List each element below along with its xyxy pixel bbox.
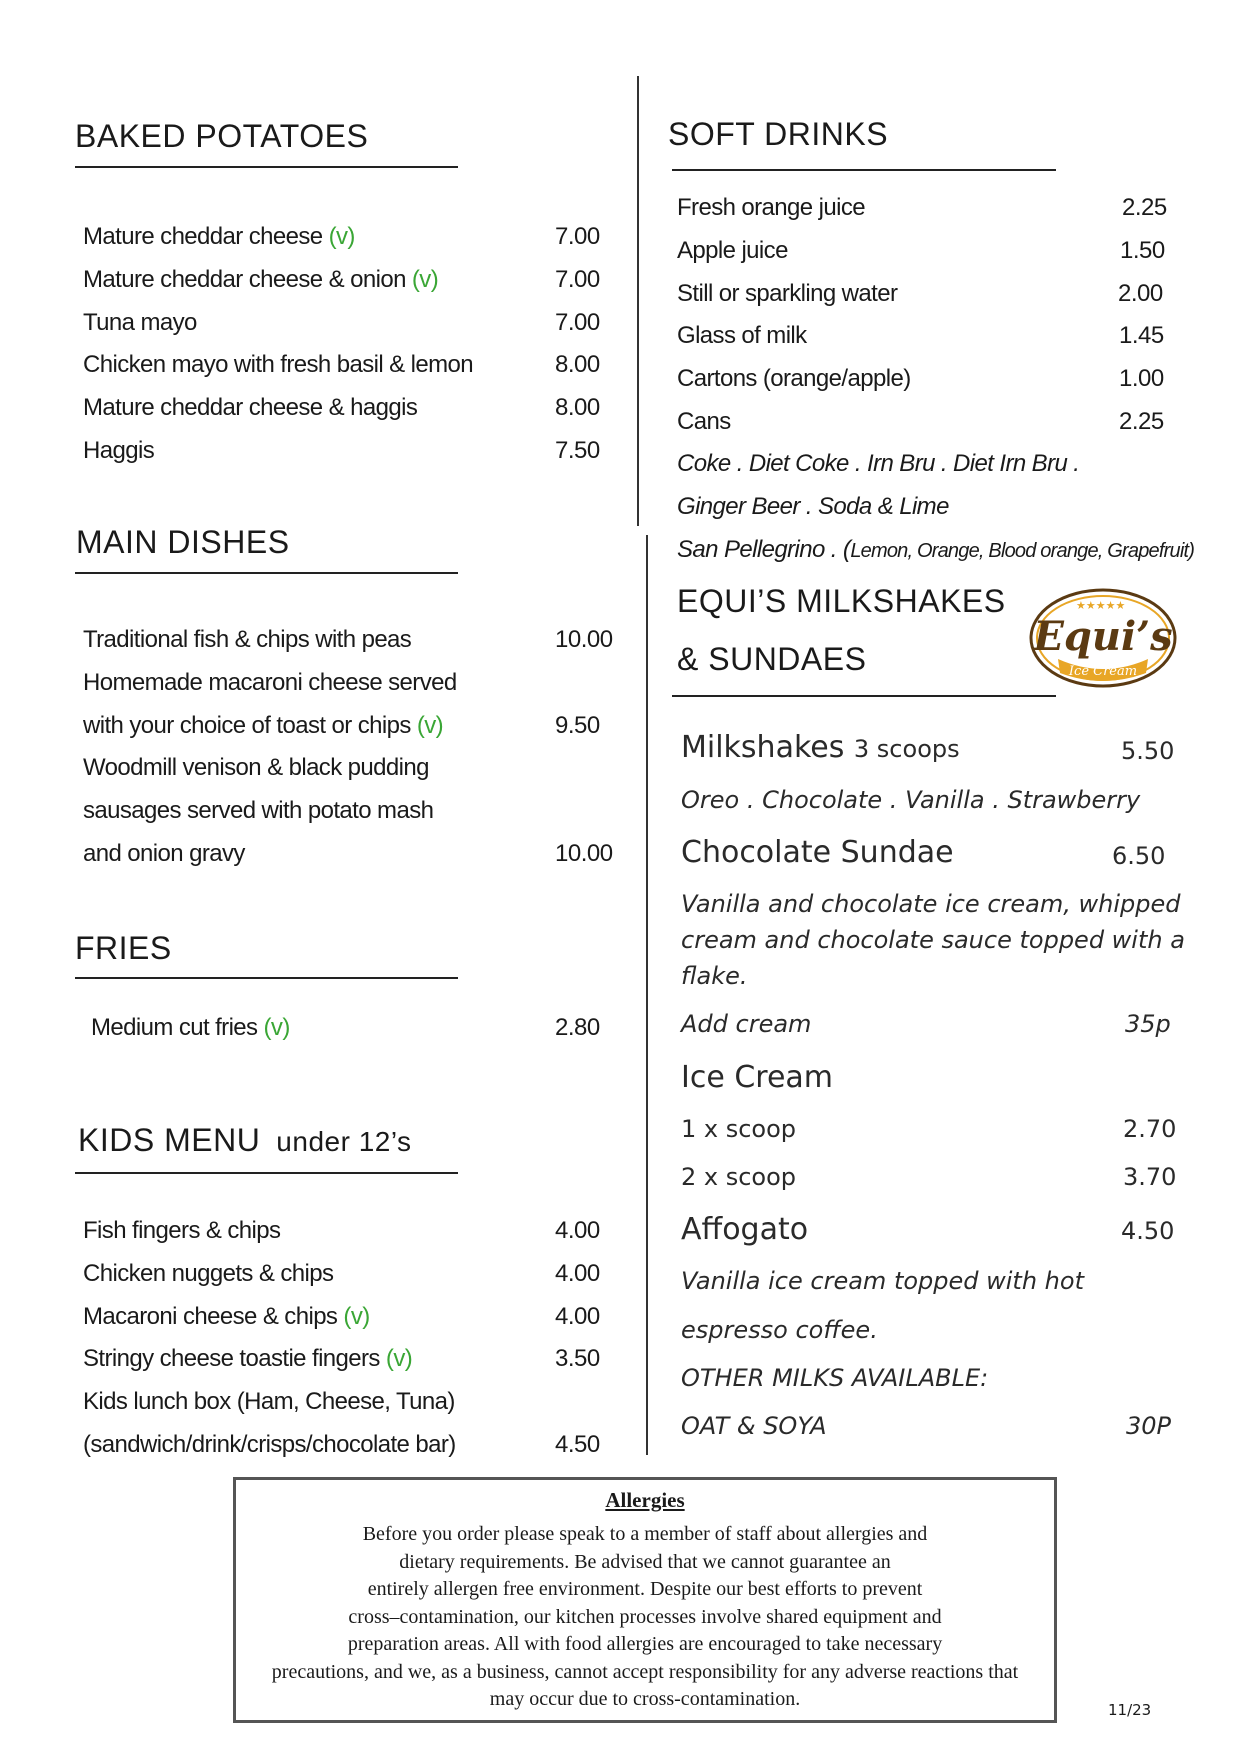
svg-text:★★★★★: ★★★★★ [1076, 599, 1126, 612]
allergies-notice [233, 1477, 1057, 1723]
item-price: 35p [1125, 1010, 1171, 1038]
allergies-line: preparation areas. All with food allergies are encouraged to take necessary [347, 1633, 943, 1655]
milkshakes-heading: Milkshakes 3 scoops [681, 730, 960, 765]
item-price: 2.80 [555, 1014, 600, 1041]
item-price: 4.50 [555, 1431, 600, 1458]
column-divider-upper [637, 76, 639, 526]
list-item: Traditional fish & chips with peas [83, 626, 412, 653]
sundae-heading: Chocolate Sundae [681, 835, 954, 870]
ice-cream-heading: Ice Cream [681, 1060, 834, 1095]
list-item: Tuna mayo [83, 309, 197, 336]
item-price: 4.00 [555, 1217, 600, 1244]
kids-menu-subtitle: under 12’s [276, 1126, 412, 1157]
affogato-description: espresso coffee. [681, 1316, 878, 1344]
sundae-description: flake. [681, 962, 748, 990]
item-price: 5.50 [1121, 737, 1175, 765]
list-item: Mature cheddar cheese & haggis [83, 394, 418, 421]
fries-title: FRIES [75, 930, 172, 966]
sundae-description: Vanilla and chocolate ice cream, whipped [681, 890, 1181, 918]
kids-menu-rule [75, 1172, 458, 1174]
item-price: 4.00 [555, 1260, 600, 1287]
item-price: 1.50 [1120, 237, 1165, 264]
soft-drinks-title: SOFT DRINKS [668, 116, 889, 152]
list-item: Homemade macaroni cheese served [83, 669, 457, 696]
item-price: 2.25 [1119, 408, 1164, 435]
item-price: 7.00 [555, 223, 600, 250]
item-price: 3.70 [1123, 1163, 1177, 1191]
equis-logo [1028, 587, 1178, 689]
version-code: 11/23 [1108, 1701, 1152, 1719]
item-price: 8.00 [555, 351, 600, 378]
column-divider-lower [646, 535, 648, 1455]
list-item: Haggis [83, 437, 155, 464]
list-item: Woodmill venison & black pudding [83, 754, 429, 781]
list-item: 1 x scoop [681, 1115, 797, 1143]
oat-soya-label: OAT & SOYA [681, 1412, 827, 1440]
item-price: 1.00 [1119, 365, 1164, 392]
list-item: Fish fingers & chips [83, 1217, 281, 1244]
item-price: 2.70 [1123, 1115, 1177, 1143]
list-item: Chicken mayo with fresh basil & lemon [83, 351, 473, 378]
list-item: Cartons (orange/apple) [677, 365, 911, 392]
item-price: 9.50 [555, 712, 600, 739]
list-item-continuation: and onion gravy [83, 840, 245, 867]
list-item: Glass of milk [677, 322, 807, 349]
list-item: Medium cut fries (v) [91, 1014, 290, 1041]
item-price: 7.50 [555, 437, 600, 464]
milkshakes-title-line1: EQUI’S MILKSHAKES [677, 583, 1006, 619]
list-item: Apple juice [677, 237, 788, 264]
affogato-description: Vanilla ice cream topped with hot [681, 1267, 1084, 1295]
list-item: Kids lunch box (Ham, Cheese, Tuna) [83, 1388, 455, 1415]
fries-rule [75, 977, 458, 979]
item-price: 3.50 [555, 1345, 600, 1372]
sundae-description: cream and chocolate sauce topped with a [681, 926, 1185, 954]
logo-subtitle: Ice Cream [1068, 664, 1138, 679]
list-item: Cans [677, 408, 731, 435]
san-pellegrino-line: San Pellegrino . (Lemon, Orange, Blood orange, Grapefruit) [677, 536, 1195, 563]
item-price: 30P [1126, 1412, 1172, 1440]
list-item: Fresh orange juice [677, 194, 865, 221]
list-item: Macaroni cheese & chips (v) [83, 1303, 370, 1330]
item-price: 7.00 [555, 266, 600, 293]
add-cream-label: Add cream [681, 1010, 812, 1038]
item-price: 1.45 [1119, 322, 1164, 349]
list-item-continuation: (sandwich/drink/crisps/chocolate bar) [83, 1431, 456, 1458]
item-price: 2.25 [1122, 194, 1167, 221]
allergies-line: Before you order please speak to a member of staff about allergies and [362, 1523, 928, 1545]
allergies-line: precautions, and we, as a business, cannot accept responsibility for any adverse reactions that [271, 1660, 1019, 1683]
milkshakes-title-line2: & SUNDAES [677, 641, 867, 677]
list-item: Mature cheddar cheese (v) [83, 223, 355, 250]
allergies-line: cross–contamination, our kitchen processes involve shared equipment and [348, 1605, 942, 1628]
logo-wordmark: Equi’s [1033, 613, 1173, 660]
item-price: 2.00 [1118, 280, 1163, 307]
list-item: Stringy cheese toastie fingers (v) [83, 1345, 413, 1372]
item-price: 7.00 [555, 309, 600, 336]
baked-potatoes-title: BAKED POTATOES [75, 118, 369, 154]
affogato-heading: Affogato [681, 1212, 809, 1247]
main-dishes-title: MAIN DISHES [76, 524, 290, 560]
cans-options-line: Ginger Beer . Soda & Lime [677, 493, 949, 520]
item-price: 10.00 [555, 626, 613, 653]
list-item-continuation: sausages served with potato mash [83, 797, 434, 824]
kids-menu-title: KIDS MENU under 12’s [78, 1122, 412, 1158]
soft-drinks-rule [672, 169, 1056, 171]
equis-logo-graphic [1028, 587, 1178, 689]
cans-options-line: Coke . Diet Coke . Irn Bru . Diet Irn Bru . [677, 450, 1080, 477]
item-price: 10.00 [555, 840, 613, 867]
item-price: 4.50 [1121, 1217, 1175, 1245]
list-item: Mature cheddar cheese & onion (v) [83, 266, 439, 293]
list-item: 2 x scoop [681, 1163, 797, 1191]
milkshakes-rule [672, 695, 1056, 697]
allergies-text [236, 1521, 1054, 1714]
item-price: 6.50 [1112, 842, 1166, 870]
baked-potatoes-rule [75, 166, 458, 168]
list-item-continuation: with your choice of toast or chips (v) [83, 712, 444, 739]
allergies-line: entirely allergen free environment. Despite our best efforts to prevent [367, 1578, 923, 1600]
main-dishes-rule [75, 572, 458, 574]
allergies-title: Allergies [605, 1488, 685, 1512]
list-item: Chicken nuggets & chips [83, 1260, 334, 1287]
list-item: Still or sparkling water [677, 280, 898, 307]
milkshake-flavours: Oreo . Chocolate . Vanilla . Strawberry [681, 786, 1141, 814]
item-price: 4.00 [555, 1303, 600, 1330]
allergies-line: may occur due to cross-contamination. [489, 1688, 801, 1710]
item-price: 8.00 [555, 394, 600, 421]
other-milks-label: OTHER MILKS AVAILABLE: [681, 1364, 989, 1392]
allergies-line: dietary requirements. Be advised that we cannot guarantee an [399, 1550, 891, 1573]
